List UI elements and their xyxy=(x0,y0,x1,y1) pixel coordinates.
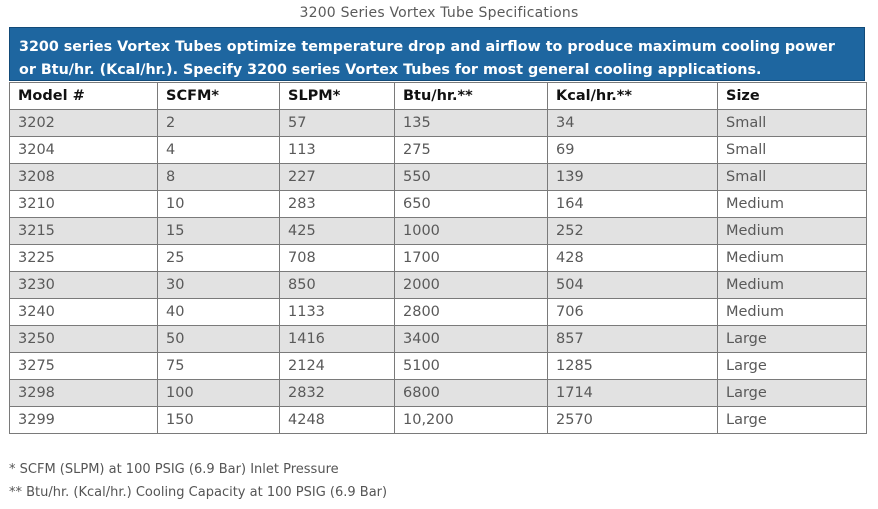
table-row xyxy=(10,380,867,407)
table-row xyxy=(10,191,867,218)
model-cell: 3299 xyxy=(10,407,158,434)
model-cell: 3208 xyxy=(10,164,158,191)
kcal-cell: 69 xyxy=(548,137,718,164)
scfm-cell: 10 xyxy=(158,191,280,218)
scfm-cell: 50 xyxy=(158,326,280,353)
table-caption: 3200 Series Vortex Tube Specifications xyxy=(299,5,579,21)
model-cell: 3215 xyxy=(10,218,158,245)
slpm-cell: 113 xyxy=(280,137,395,164)
btu-cell: 3400 xyxy=(395,326,548,353)
slpm-cell: 57 xyxy=(280,110,395,137)
size-cell: Small xyxy=(718,164,867,191)
size-cell: Medium xyxy=(718,191,867,218)
model-cell: 3298 xyxy=(10,380,158,407)
slpm-cell: 2832 xyxy=(280,380,395,407)
specifications-table xyxy=(9,82,867,434)
slpm-cell: 227 xyxy=(280,164,395,191)
scfm-cell: 40 xyxy=(158,299,280,326)
header-slpm: SLPM* xyxy=(280,83,395,110)
table-row xyxy=(10,299,867,326)
kcal-cell: 1714 xyxy=(548,380,718,407)
btu-cell: 5100 xyxy=(395,353,548,380)
size-cell: Small xyxy=(718,137,867,164)
scfm-cell: 150 xyxy=(158,407,280,434)
size-cell: Medium xyxy=(718,299,867,326)
footnote-scfm: * SCFM (SLPM) at 100 PSIG (6.9 Bar) Inlet Pressure xyxy=(9,462,339,477)
model-cell: 3225 xyxy=(10,245,158,272)
model-cell: 3275 xyxy=(10,353,158,380)
header-model: Model # xyxy=(10,83,158,110)
btu-cell: 650 xyxy=(395,191,548,218)
btu-cell: 1000 xyxy=(395,218,548,245)
slpm-cell: 1133 xyxy=(280,299,395,326)
size-cell: Large xyxy=(718,353,867,380)
model-cell: 3204 xyxy=(10,137,158,164)
slpm-cell: 850 xyxy=(280,272,395,299)
kcal-cell: 428 xyxy=(548,245,718,272)
kcal-cell: 504 xyxy=(548,272,718,299)
header-size: Size xyxy=(718,83,867,110)
btu-cell: 6800 xyxy=(395,380,548,407)
kcal-cell: 1285 xyxy=(548,353,718,380)
model-cell: 3210 xyxy=(10,191,158,218)
table-row xyxy=(10,407,867,434)
header-scfm: SCFM* xyxy=(158,83,280,110)
slpm-cell: 708 xyxy=(280,245,395,272)
size-cell: Large xyxy=(718,380,867,407)
table-row xyxy=(10,326,867,353)
scfm-cell: 100 xyxy=(158,380,280,407)
slpm-cell: 1416 xyxy=(280,326,395,353)
header-kcal: Kcal/hr.** xyxy=(548,83,718,110)
scfm-cell: 15 xyxy=(158,218,280,245)
scfm-cell: 2 xyxy=(158,110,280,137)
kcal-cell: 34 xyxy=(548,110,718,137)
table-row xyxy=(10,218,867,245)
kcal-cell: 164 xyxy=(548,191,718,218)
model-cell: 3240 xyxy=(10,299,158,326)
slpm-cell: 4248 xyxy=(280,407,395,434)
model-cell: 3250 xyxy=(10,326,158,353)
model-cell: 3202 xyxy=(10,110,158,137)
table-row xyxy=(10,272,867,299)
kcal-cell: 2570 xyxy=(548,407,718,434)
size-cell: Large xyxy=(718,407,867,434)
table-row xyxy=(10,110,867,137)
slpm-cell: 283 xyxy=(280,191,395,218)
btu-cell: 135 xyxy=(395,110,548,137)
scfm-cell: 4 xyxy=(158,137,280,164)
scfm-cell: 30 xyxy=(158,272,280,299)
table-row xyxy=(10,353,867,380)
footnote-btu: ** Btu/hr. (Kcal/hr.) Cooling Capacity at 100 PSIG (6.9 Bar) xyxy=(9,485,388,500)
slpm-cell: 2124 xyxy=(280,353,395,380)
scfm-cell: 25 xyxy=(158,245,280,272)
size-cell: Large xyxy=(718,326,867,353)
kcal-cell: 252 xyxy=(548,218,718,245)
size-cell: Medium xyxy=(718,245,867,272)
header-btu: Btu/hr.** xyxy=(395,83,548,110)
size-cell: Small xyxy=(718,110,867,137)
kcal-cell: 139 xyxy=(548,164,718,191)
btu-cell: 10,200 xyxy=(395,407,548,434)
btu-cell: 550 xyxy=(395,164,548,191)
model-cell: 3230 xyxy=(10,272,158,299)
btu-cell: 2800 xyxy=(395,299,548,326)
btu-cell: 275 xyxy=(395,137,548,164)
description-banner: 3200 series Vortex Tubes optimize temperature drop and airflow to produce maximum cooling power or Btu/hr. (Kcal/hr.). Specify 3200 series Vortex Tubes for most general cooling applications. xyxy=(9,27,865,81)
scfm-cell: 75 xyxy=(158,353,280,380)
slpm-cell: 425 xyxy=(280,218,395,245)
kcal-cell: 706 xyxy=(548,299,718,326)
size-cell: Medium xyxy=(718,272,867,299)
scfm-cell: 8 xyxy=(158,164,280,191)
table-row xyxy=(10,245,867,272)
table-header-row xyxy=(10,83,867,110)
table-row xyxy=(10,137,867,164)
btu-cell: 1700 xyxy=(395,245,548,272)
btu-cell: 2000 xyxy=(395,272,548,299)
table-row xyxy=(10,164,867,191)
kcal-cell: 857 xyxy=(548,326,718,353)
size-cell: Medium xyxy=(718,218,867,245)
